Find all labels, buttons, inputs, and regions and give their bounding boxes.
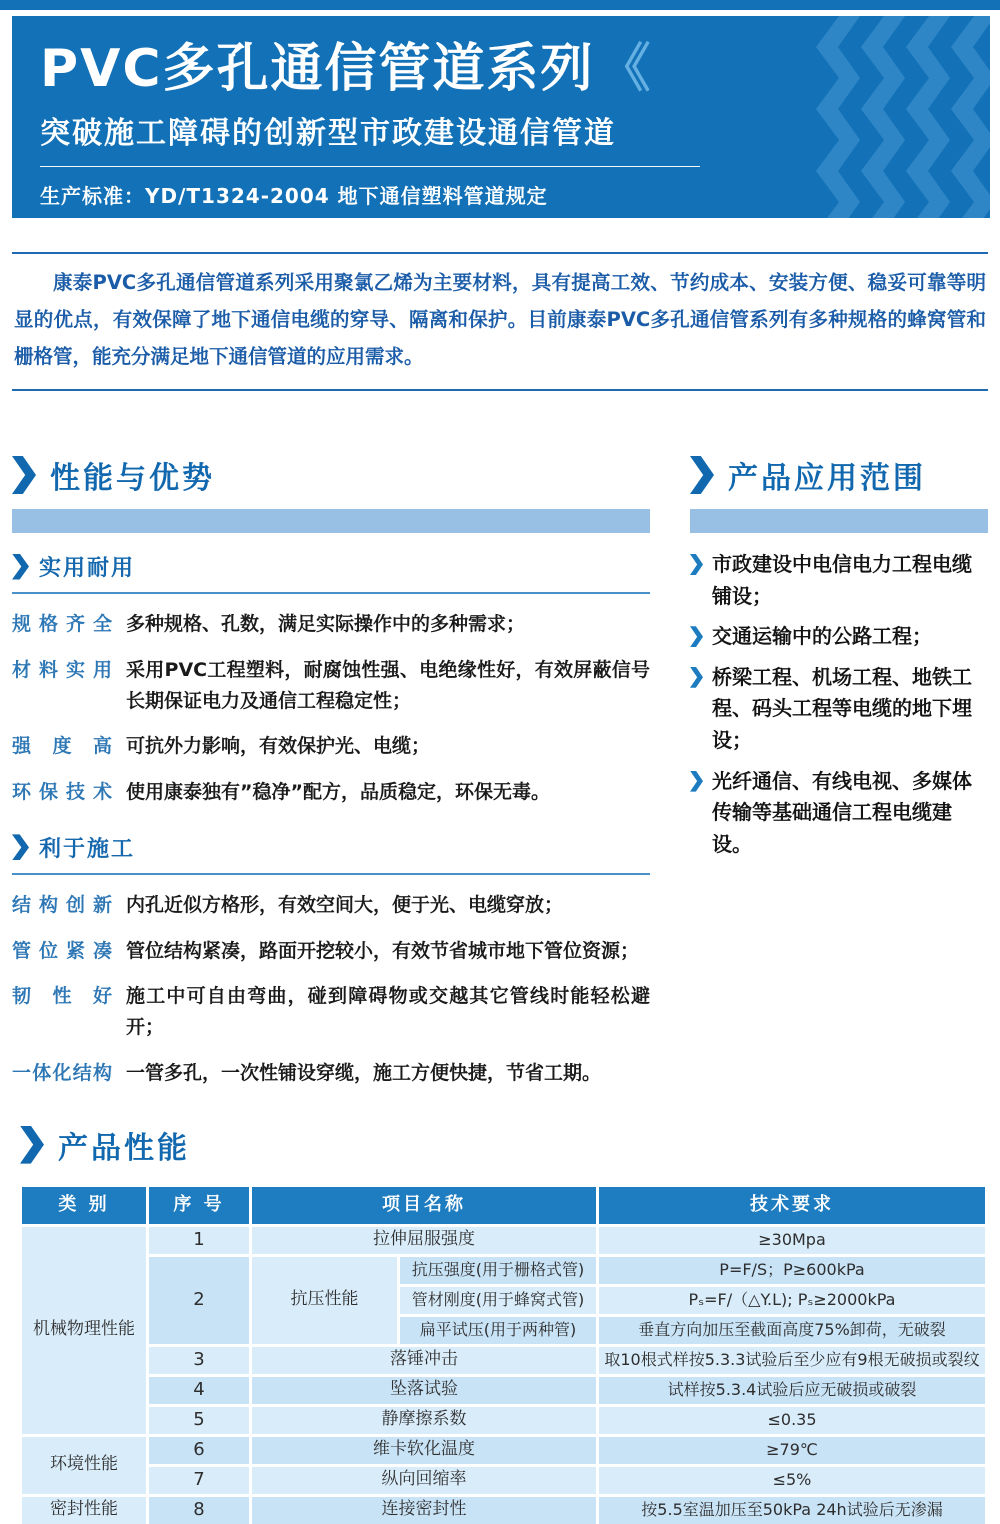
page-title-text: PVC多孔通信管道系列	[40, 39, 595, 99]
feature-label: 强度高	[12, 735, 112, 758]
feature-label: 管位紧凑	[12, 939, 112, 962]
table-cell-no: 2	[149, 1257, 249, 1344]
intro-paragraph: 康泰PVC多孔通信管道系列采用聚氯乙烯为主要材料，具有提高工效、节约成本、安装方便、稳妥可靠等明显的优点，有效保障了地下通信电缆的穿导、隔离和保护。目前康泰PVC多孔通信管系列有多种规格的蜂窝管和栅格管，能充分满足地下通信管道的应用需求。	[14, 271, 986, 368]
feature-label: 一体化结构	[12, 1061, 112, 1084]
production-standard: 生产标准：YD/T1324-2004 地下通信塑料管道规定	[40, 183, 548, 208]
table-cell-no: 3	[149, 1347, 249, 1374]
subsection-construction	[12, 832, 650, 1089]
table-cell-requirement: 按5.5室温加压至50kPa 24h试验后无渗漏	[599, 1497, 985, 1524]
chevron-icon	[12, 834, 29, 860]
category-cell-mechanical: 机械物理性能	[22, 1227, 146, 1434]
category-cell-environmental: 环境性能	[22, 1437, 146, 1494]
section-title: 产品应用范围	[728, 461, 926, 496]
table-cell-no: 1	[149, 1227, 249, 1254]
table-cell-no: 5	[149, 1407, 249, 1434]
performance-table	[22, 1187, 985, 1524]
sub-header-durable	[12, 551, 650, 594]
top-accent-strip	[0, 0, 1000, 10]
sub-title: 实用耐用	[39, 556, 136, 581]
list-item	[690, 662, 988, 757]
feature-label: 韧性好	[12, 985, 112, 1008]
column-header-item: 项目名称	[252, 1187, 596, 1224]
feature-row	[12, 777, 650, 808]
table-cell-item: 纵向回缩率	[252, 1467, 596, 1494]
section-title: 产品性能	[58, 1130, 190, 1166]
application-range-column	[690, 453, 988, 1089]
title-mark-icon: 《	[598, 39, 653, 99]
list-item	[690, 549, 988, 612]
page-title	[40, 40, 990, 100]
table-cell-requirement: ≤5%	[599, 1467, 985, 1494]
table-cell-item: 维卡软化温度	[252, 1437, 596, 1464]
list-item	[690, 766, 988, 861]
table-cell-item: 坠落试验	[252, 1377, 596, 1404]
category-cell-sealing: 密封性能	[22, 1497, 146, 1524]
feature-row	[12, 1058, 650, 1089]
column-header-no: 序 号	[149, 1187, 249, 1224]
table-cell-item: 抗压性能	[252, 1257, 397, 1344]
table-cell-no: 6	[149, 1437, 249, 1464]
table-cell-requirement: 试样按5.3.4试验后应无破损或破裂	[599, 1377, 985, 1404]
table-cell-item: 连接密封性	[252, 1497, 596, 1524]
feature-row	[12, 731, 650, 762]
intro-section	[12, 252, 988, 391]
feature-text: 使用康泰独有”稳净”配方，品质稳定，环保无毒。	[126, 781, 550, 804]
feature-text: 多种规格、孔数，满足实际操作中的多种需求；	[126, 613, 526, 635]
section-header-product-performance	[20, 1123, 988, 1167]
feature-text: 内孔近似方格形，有效空间大，便于光、电缆穿放；	[126, 893, 564, 916]
chevron-bullet-icon	[690, 626, 703, 647]
table-cell-no: 8	[149, 1497, 249, 1524]
table-cell-requirement: ≥30Mpa	[599, 1227, 985, 1254]
feature-row	[12, 936, 650, 967]
table-cell-subitem: 扁平试压(用于两种管)	[400, 1317, 596, 1344]
performance-advantages-column	[12, 453, 650, 1089]
sub-title: 利于施工	[39, 836, 136, 862]
table-cell-subitem: 管材刚度(用于蜂窝式管)	[400, 1287, 596, 1314]
chevron-icon	[690, 456, 714, 494]
chevron-bullet-icon	[690, 554, 703, 575]
list-item	[690, 621, 988, 653]
feature-label: 材料实用	[12, 658, 112, 681]
feature-row	[12, 890, 650, 921]
table-cell-subitem: 抗压强度(用于栅格式管)	[400, 1257, 596, 1284]
application-list	[690, 549, 988, 860]
section-title: 性能与优势	[50, 461, 215, 496]
table-cell-requirement: Pₛ=F/（△Y.L); Pₛ≥2000kPa	[599, 1287, 985, 1314]
content-columns	[12, 453, 988, 1089]
feature-row	[12, 981, 650, 1043]
chevron-icon	[12, 456, 36, 494]
feature-label: 规格齐全	[12, 613, 112, 635]
feature-label: 环保技术	[12, 781, 112, 804]
chevron-icon	[12, 554, 29, 580]
feature-text: 施工中可自由弯曲，碰到障碍物或交越其它管线时能轻松避开；	[126, 985, 650, 1039]
table-cell-item: 静摩擦系数	[252, 1407, 596, 1434]
table-cell-requirement: 取10根式样按5.3.3试验后至少应有9根无破损或裂纹	[599, 1347, 985, 1374]
feature-label: 结构创新	[12, 893, 112, 916]
table-cell-requirement: 垂直方向加压至截面高度75%卸荷，无破裂	[599, 1317, 985, 1344]
page-subtitle: 突破施工障碍的创新型市政建设通信管道	[40, 115, 616, 151]
table-cell-requirement: ≤0.35	[599, 1407, 985, 1434]
list-item-text: 交通运输中的公路工程；	[712, 624, 932, 649]
column-header-category: 类 别	[22, 1187, 146, 1224]
subsection-durable	[12, 551, 650, 808]
table-cell-no: 4	[149, 1377, 249, 1404]
table-cell-requirement: P=F/S；P≥600kPa	[599, 1257, 985, 1284]
section-header-application	[690, 453, 988, 497]
table-cell-item: 落锤冲击	[252, 1347, 596, 1374]
feature-text: 可抗外力影响，有效保护光、电缆；	[126, 735, 431, 758]
section-accent-bar	[690, 509, 988, 533]
feature-text: 采用PVC工程塑料，耐腐蚀性强、电绝缘性好，有效屏蔽信号长期保证电力及通信工程稳定性；	[126, 658, 650, 712]
chevron-bullet-icon	[690, 771, 703, 792]
feature-text: 管位结构紧凑，路面开挖较小，有效节省城市地下管位资源；	[126, 939, 640, 962]
feature-row	[12, 655, 650, 717]
list-item-text: 桥梁工程、机场工程、地铁工程、码头工程等电缆的地下埋设；	[712, 664, 972, 752]
chevron-bullet-icon	[690, 667, 703, 688]
table-cell-item: 拉伸屈服强度	[252, 1227, 596, 1254]
table-cell-requirement: ≥79℃	[599, 1437, 985, 1464]
banner	[12, 16, 990, 218]
section-accent-bar	[12, 509, 650, 533]
sub-header-construction	[12, 832, 650, 875]
list-item-text: 市政建设中电信电力工程电缆铺设；	[712, 552, 972, 608]
column-header-requirement: 技术要求	[599, 1187, 985, 1224]
section-header-performance	[12, 453, 650, 497]
list-item-text: 光纤通信、有线电视、多媒体传输等基础通信工程电缆建设。	[712, 768, 972, 856]
banner-divider	[40, 166, 700, 167]
table-cell-no: 7	[149, 1467, 249, 1494]
feature-row	[12, 609, 650, 640]
feature-text: 一管多孔，一次性铺设穿缆，施工方便快捷，节省工期。	[126, 1061, 602, 1084]
chevron-icon	[20, 1126, 44, 1164]
